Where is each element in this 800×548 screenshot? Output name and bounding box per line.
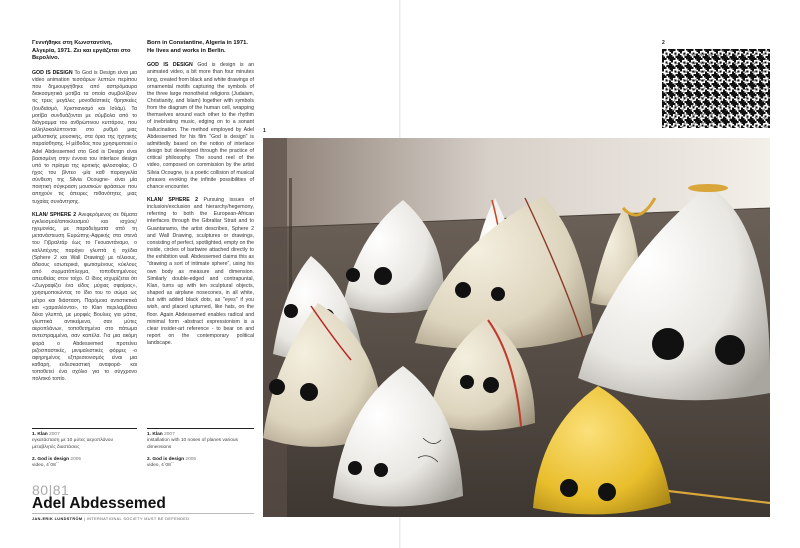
english-caption-1-year: 2007: [162, 432, 175, 437]
photo-figure-number: 1: [263, 128, 266, 134]
greek-caption-1-title: 1. Klan: [32, 432, 48, 437]
byline-series: | INTERNATIONAL SOCIETY MUST BE DEFENDED: [82, 517, 190, 521]
greek-caption-1-year: 2007: [47, 432, 60, 437]
greek-text-god-is-design: Το God is Design είναι μια video animation τεσσάρων λεπτών περίπου που δημιουργήθηκε από ασπρόμαυρα διακοσμητικά μοτίβα τα οποία συμβολίζουν τις τρεις μεγάλες μονοθεϊστικές θρησκείες (Ιουδαϊσμό, Χριστιανισμό και Ισλάμ). Τα μοτίβα συνδυάζονται με σύμβολα από το διάγραμμα του ανθρώπινου κυττάρου, που αλληλοκαλύπτονται στο ρυθμό μιας μεθυστικής μουσικής, στα όρια της ηχητικής παραίσθησης. Η μέθοδος που χρησιμοποιεί ο Adel Abdessemed στο God is Design είναι βασισμένη στην έννοια του interlace design υπό το πρίσμα της κριτικής φιλοσοφίας. Ο ήχος του βίντεο -μία καθ παραγγελία σύνθεση της Silvia Ocougne- είναι μία ποιητική σύγκραση μουσικών φράσεων που απηχούν τις άπειρες πιθανότητες μιας τυχαίας συνάντησης.: [32, 69, 137, 205]
author-name: JAN-ERIK LUNDSTRÖM: [32, 517, 83, 521]
greek-text-klan: Ανεφερόμενος σε θέματα εγκλεισμού/αποκλεισμού και ισχύος/ηγεμονίας, με παραδείγματα από τη μετανάστευση Ευρώπης-Αφρικής στα στενά του Γιβραλτάρ έως το Γκουαντάναμο, ο καλλιτέχνης παράγει γλυπτά ή σχέδια (Sphere 2 και Wall Drawing) με τέλειους, άδειους εσωτερικά, φωτισμένους κύκλους από συρματόπλεγμα, τοποθετημένους απευθείας στον τοίχο. Ο ίδιος ισχυρίζεται ότι «Ζωγραφίζει ένα είδος μύχιας σφαίρας», χρησιμοποιώντας το ίδιο του το σώμα ως μέτρο και διάσταση. Παρόμοια αντιστικτικά και «χαμαιλέοντα», το Klan περιλαμβάνει δέκα γλυπτά, με μορφές Βουλιες για μάτια, γλυπτικά αντικείμενα, σαν μύτες αεροπλάνων, τοποθετημένα στο πάτωμα αντεστραμμένα, σαν καπέλα. Για μια ακόμη φορά ο Abdessemed προτείνει ριζοσπαστικές, μινιμαλιστικές φόρμες -ο αφηρημένος εξπρεσιονισμός είναι μια καθαρή, ενδεσκαστική αναφορά- και τοποθετεί ένα σχόλιο για το σύγχρονο πολιτικό τοπίο.: [32, 211, 137, 383]
english-caption-rule: [147, 428, 254, 429]
klan-installation-photo: [263, 138, 770, 517]
qr-figure-number: 2: [662, 40, 665, 46]
greek-paragraph-god-is-design: [32, 70, 137, 206]
english-caption-2-body: video, 4΄08΄΄: [147, 463, 174, 469]
greek-caption-2-year: 2005: [69, 457, 82, 462]
english-text-god-is-design: God is design is an animated video, a bit more than four minutes long, created from black and white drawings of ornamental motifs capturing the symbols of the three large monotheist religions (Judaism, Christianity, and Islam) together with symbols from the diagram of the human cell, wrapping themselves around each other to the rhythm of inebriating music, edging on to a sonant hallucination. The method employed by Adel Abdessemed for his film "God is design" is admittedly based on the notion of interlace design but developed through the practice of critical philosophy. The sound reel of the video, composed on commission by the artist Silvia Ocougne, is a poetic collision of musical phrases evoking the infinite possibilities of chance encounter.: [147, 62, 254, 190]
english-caption-1: [147, 432, 254, 451]
english-text-klan: Pursuing issues of inclusion/exclusion and hierarchy/hegemony, referring to both the European-African interfaces through the Gibraltar Strait and to Guantanamo, the artist describes, Sphere 2 and Wall Drawing, sculptures or drawings, consisting of perfect, spotlighted, empty on the inside, circles of barbwire attached directly to the exhibition wall. Abdessemed claims this as "drawing a sort of intimate sphere", using his own body as measure and dimension. Similarly double-edged and contrapuntal, Klan, turns up with ten sculptural objects, shaped as airplane nosecones, in all white, but with added black dots, as "eyes" if you wish, and placed upturned, like hats, on the floor. Again Abdessemed enables radical and minimal form -abstract expressionism is a clear insider-art reference - to bear on and report on the contemporary political landscape.: [147, 197, 255, 347]
artist-name: Adel Abdessemed: [32, 495, 166, 512]
greek-caption-rule: [32, 428, 137, 429]
english-caption-2: [147, 457, 254, 470]
god-is-design-pattern-image: [662, 49, 770, 128]
english-lead: Born in Constantine, Algeria in 1971. He lives and works in Berlin.: [147, 40, 248, 54]
greek-keyword-god-is-design: GOD IS DESIGN: [32, 69, 73, 76]
greek-keyword-klan: KLAN/ SPHERE 2: [32, 211, 77, 218]
footer-rule: [32, 513, 254, 514]
english-keyword-god-is-design: GOD IS DESIGN: [147, 62, 193, 69]
author-byline: [32, 517, 189, 521]
greek-lead: Γεννήθηκε στη Κωνσταντίνη, Αλγερία, 1971. Ζει και εργάζεται στο Βερολίνο.: [32, 40, 131, 62]
english-caption-1-title: 1. Klan: [147, 432, 163, 437]
greek-caption-2: [32, 457, 137, 470]
english-paragraph-klan: [147, 197, 254, 347]
english-keyword-klan: KLAN/ SPHERE 2: [147, 197, 199, 203]
page-numbers: 80|81: [32, 482, 70, 498]
english-caption-1-body: installation with 10 noses of planes various dimensions: [147, 438, 238, 450]
greek-caption-1: [32, 432, 137, 451]
english-text-column: [147, 40, 254, 353]
greek-caption-2-body: video, 4΄08΄΄: [32, 463, 59, 469]
greek-caption-1-body: εγκατάσταση με 10 μύτες αεροπλάνου μεταβλητές διαστάσεις: [32, 438, 114, 450]
english-paragraph-god-is-design: [147, 62, 254, 191]
greek-paragraph-klan: [32, 212, 137, 384]
greek-caption-2-title: 2. God is design: [32, 457, 70, 462]
greek-text-column: [32, 40, 137, 390]
english-caption-2-title: 2. God is design: [147, 457, 185, 462]
english-caption-2-year: 2005: [184, 457, 197, 462]
